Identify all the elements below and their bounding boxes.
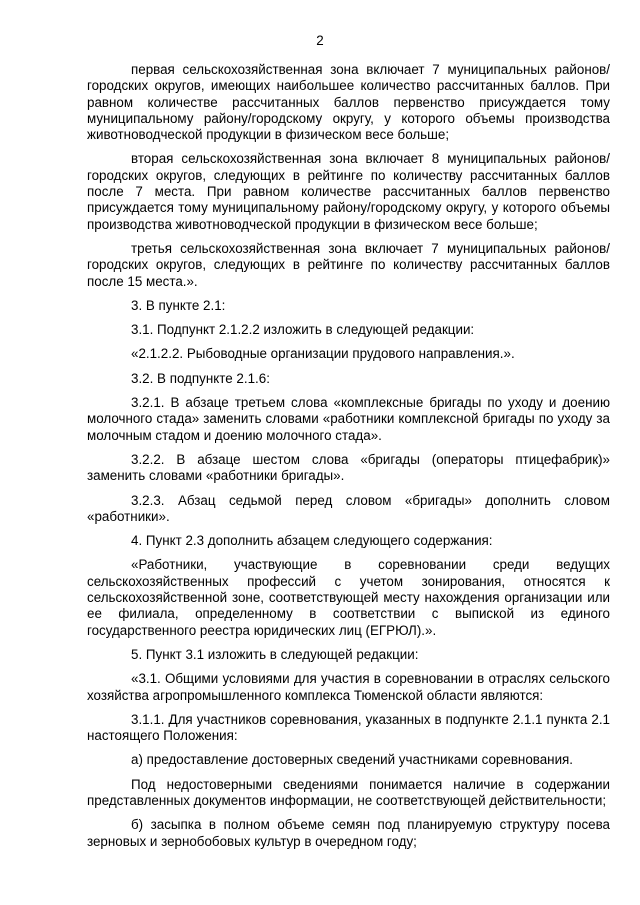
paragraph-subitem-a: а) предоставление достоверных сведений участниками соревнования. xyxy=(131,752,574,768)
paragraph-item-3: 3. В пункте 2.1: xyxy=(131,297,226,313)
paragraph-quote-3-1: «3.1. Общими условиями для участия в соревновании в отраслях сельского хозяйства агропромышленного комплекса Тюменской области являются: xyxy=(87,671,610,703)
paragraph-zone-2: вторая сельскохозяйственная зона включает 8 муниципальных районов/городских округов, следующих в рейтинге по количеству рассчитанных баллов после 7 места. При равном количестве рассчитанных баллов первенство присуждается тому муниципальному району/городскому округу, у которого объемы производства животноводческой продукции в физическом весе больше; xyxy=(87,151,610,232)
page-number: 2 xyxy=(316,33,324,48)
paragraph-item-3-1: 3.1. Подпункт 2.1.2.2 изложить в следующей редакции: xyxy=(131,322,475,338)
paragraph-item-3-2-2: 3.2.2. В абзаце шестом слова «бригады (операторы птицефабрик)» заменить словами «работники бригады». xyxy=(87,451,610,484)
paragraph-zone-3: третья сельскохозяйственная зона включает 7 муниципальных районов/городских округов, следующих в рейтинге по количеству рассчитанных баллов после 15 места.». xyxy=(87,240,610,289)
paragraph-item-3-1-1: 3.1.1. Для участников соревнования, указанных в подпункте 2.1.1 пункта 2.1 настоящего Положения: xyxy=(87,711,610,744)
paragraph-item-3-2-1: 3.2.1. В абзаце третьем слова «комплексные бригады по уходу и доению молочного стада» заменить словами «работники комплексной бригады по уходу за молочным стадом и доению молочного стада». xyxy=(87,395,610,443)
paragraph-quote-2-1-2-2: «2.1.2.2. Рыбоводные организации прудового направления.». xyxy=(131,346,515,362)
document-body xyxy=(87,62,610,858)
paragraph-zone-1: первая сельскохозяйственная зона включает 7 муниципальных районов/городских округов, имеющих наибольшее количество рассчитанных баллов. При равном количестве рассчитанных баллов первенство присуждается тому муниципальному району/городскому округу, у которого объемы производства животноводческой продукции в физическом весе больше; xyxy=(87,62,610,143)
paragraph-subitem-b: б) засыпка в полном объеме семян под планируемую структуру посева зерновых и зернобобовых культур в очередном году; xyxy=(87,817,610,849)
paragraph-item-3-2: 3.2. В подпункте 2.1.6: xyxy=(131,370,270,386)
paragraph-item-5: 5. Пункт 3.1 изложить в следующей редакции: xyxy=(131,646,419,662)
paragraph-item-3-2-3: 3.2.3. Абзац седьмой перед словом «бригады» дополнить словом «работники». xyxy=(87,492,610,524)
paragraph-item-4: 4. Пункт 2.3 дополнить абзацем следующего содержания: xyxy=(131,533,493,549)
paragraph-workers-quote: «Работники, участвующие в соревновании среди ведущих сельскохозяйственных профессий с учетом зонирования, относятся к сельскохозяйственной зоне, соответствующей месту нахождения организации или ее филиала, определенному в соответствии с выпиской из единого государственного реестра юридических лиц (ЕГРЮЛ).». xyxy=(87,557,610,638)
paragraph-false-info: Под недостоверными сведениями понимается наличие в содержании представленных документов информации, не соответствующей действительности; xyxy=(87,776,610,808)
